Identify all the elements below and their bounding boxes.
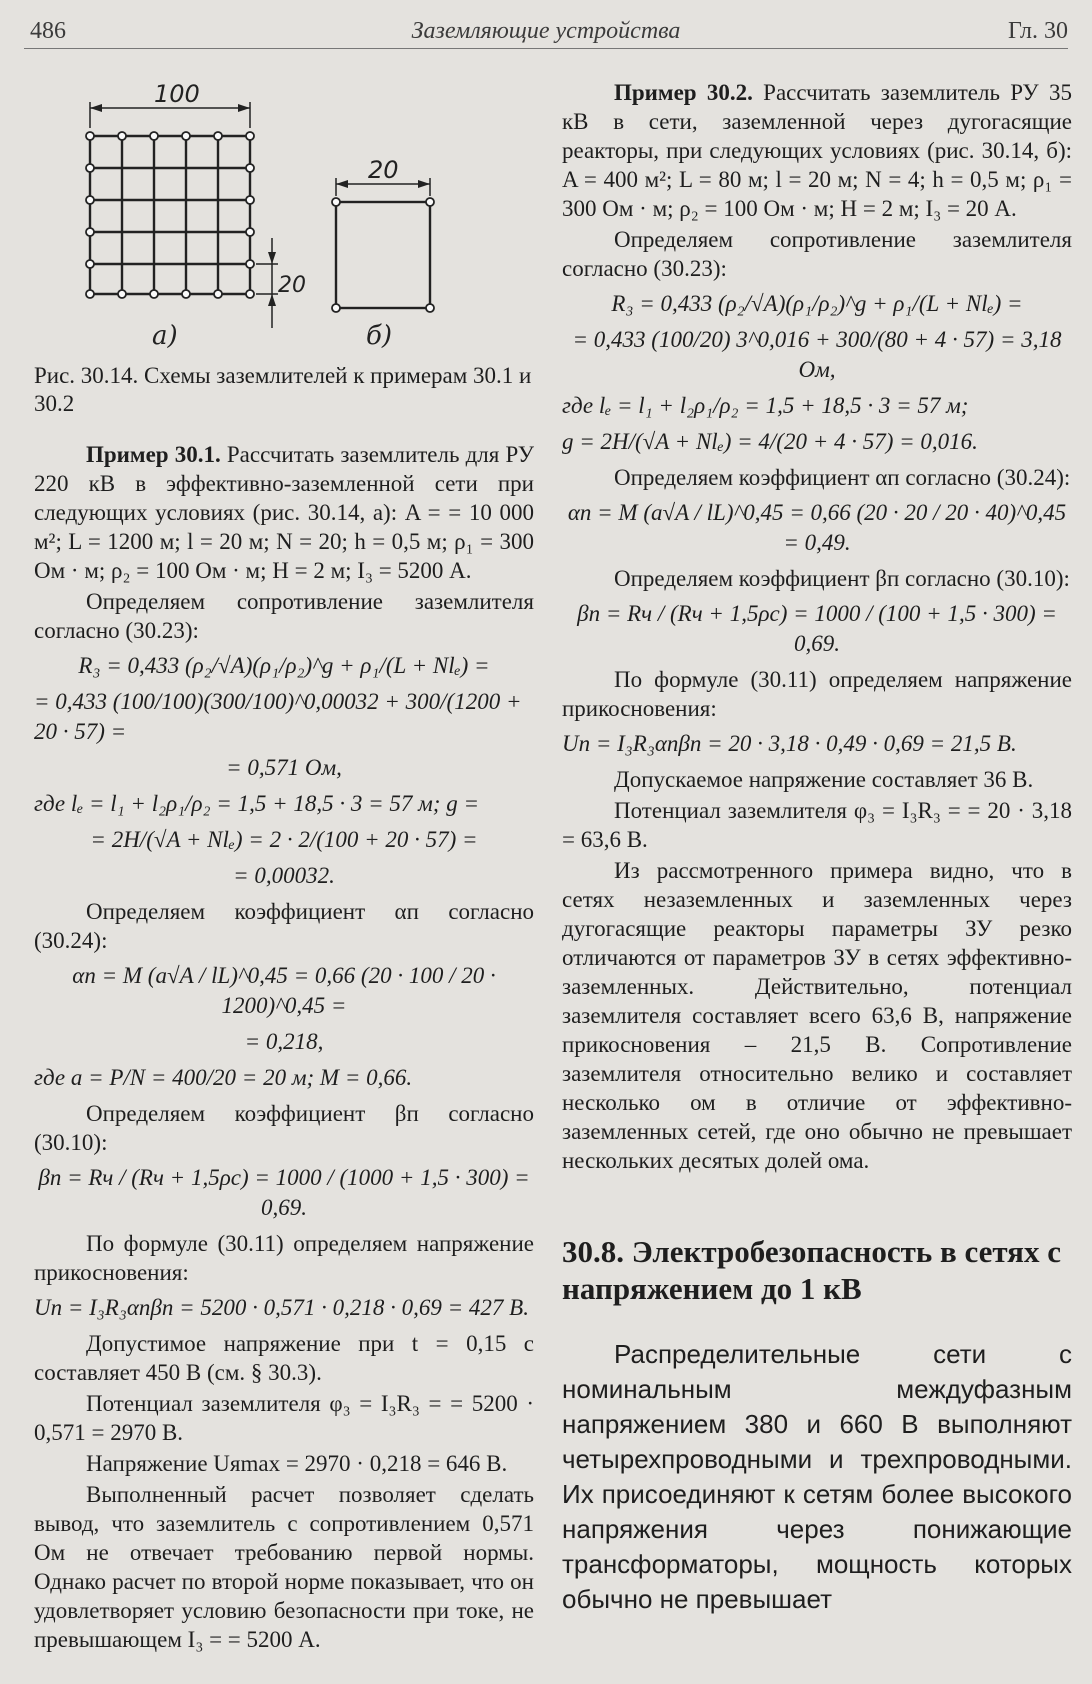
formula: = 0,218, bbox=[244, 1029, 324, 1054]
grounding-schemes-diagram bbox=[34, 58, 534, 354]
dim-20-side-label: 20 bbox=[278, 273, 306, 298]
formula: αп = M (a√A / lL)^0,45 = 0,66 (20 · 100 / 20 · 1200)^0,45 = bbox=[72, 963, 496, 1018]
formula: = 0,571 Ом, bbox=[226, 755, 342, 780]
paragraph: Из рассмотренного примера видно, что в сетях незаземленных и заземленных через дугогасящие реакторы параметры ЗУ резко отличаются от параметров ЗУ в сетях эффективно-заземленных. Действительно, потенциал заземлителя составляет всего 63,6 В, напряжение прикосновения – 21,5 В. Сопротивление заземлителя относительно велико и составляет несколько ом в отличие от эффективно-заземленных сетей, где оно обычно не превышает нескольких десятых долей ома. bbox=[562, 858, 1072, 1173]
paragraph: Определяем коэффициент βп согласно (30.10): bbox=[34, 1101, 534, 1155]
paragraph: Определяем коэффициент αп согласно (30.24): bbox=[34, 899, 534, 953]
paragraph: Напряжение Uяmax = 2970 · 0,218 = 646 В. bbox=[86, 1451, 508, 1476]
paragraph: Потенциал заземлителя φ₃ = I₃R₃ = = 20 · 3,18 = 63,6 В. bbox=[562, 798, 1072, 852]
formula: βп = Rч / (Rч + 1,5ρс) = 1000 / (1000 + 1,5 · 300) = 0,69. bbox=[38, 1165, 530, 1220]
formula: где a = P/N = 400/20 = 20 м; M = 0,66. bbox=[34, 1065, 413, 1090]
example-conditions: Рассчитать заземлитель РУ 35 кВ в сети, заземленной через дугогасящие реакторы, при следующих условиях (рис. 30.14, б): A = 400 м²; L = 80 м; l = 20 м; N = 4; h = 0,5 м; ρ₁ = 300 Ом · м; ρ₂ = 100 Ом · м; H = 2 м; I₃ = 20 А. bbox=[562, 80, 1072, 221]
figure-30-14 bbox=[34, 58, 534, 354]
paragraph: Определяем сопротивление заземлителя согласно (30.23): bbox=[562, 227, 1072, 281]
paragraph: Определяем сопротивление заземлителя согласно (30.23): bbox=[34, 589, 534, 643]
example-30-1 bbox=[34, 440, 534, 585]
section-title: 30.8. Электробезопасность в сетях с напряжением до 1 кВ bbox=[562, 1234, 1061, 1306]
dim-20-top-label: 20 bbox=[368, 156, 399, 184]
label-a: а) bbox=[152, 321, 178, 351]
paragraph: По формуле (30.11) определяем напряжение прикосновения: bbox=[34, 1231, 534, 1285]
formula: Uп = I₃R₃αпβп = 5200 · 0,571 · 0,218 · 0,69 = 427 В. bbox=[34, 1295, 529, 1320]
paragraph: Выполненный расчет позволяет сделать вывод, что заземлитель с сопротивлением 0,571 Ом не отвечает требованию первой нормы. Однако расчет по второй норме показывает, что он удовлетворяет условию безопасности при токе, не превышающем I₃ = = 5200 А. bbox=[34, 1482, 534, 1652]
label-b: б) bbox=[366, 321, 393, 351]
right-column bbox=[562, 78, 1072, 1617]
page-number: 486 bbox=[30, 18, 66, 44]
running-header bbox=[24, 14, 1068, 49]
paragraph: Определяем коэффициент βп согласно (30.10): bbox=[614, 566, 1070, 591]
example-30-2 bbox=[562, 78, 1072, 223]
paragraph: Допустимое напряжение при t = 0,15 с составляет 450 В (см. § 30.3). bbox=[34, 1331, 534, 1385]
formula: = 2H/(√A + Nlₑ) = 2 · 2/(100 + 20 · 57) = bbox=[90, 827, 478, 852]
paragraph: По формуле (30.11) определяем напряжение прикосновения: bbox=[562, 667, 1072, 721]
formula: где lₑ = l₁ + l₂ρ₁/ρ₂ = 1,5 + 18,5 · 3 = 57 м; g = bbox=[34, 791, 479, 816]
example-heading: Пример 30.2. bbox=[614, 80, 753, 105]
formula: = 0,433 (100/20) 3^0,016 + 300/(80 + 4 · 57) = 3,18 Ом, bbox=[572, 327, 1062, 382]
example-conditions: Рассчитать заземлитель для РУ 220 кВ в эффективно-заземленной сети при следующих условиях (рис. 30.14, а): A = = 10 000 м²; L = 1200 м; l = 20 м; N = 20; h = 0,5 м; ρ₁ = 300 Ом · м; ρ₂ = 100 Ом · м; H = 2 м; I₃ = 5200 А. bbox=[34, 442, 534, 583]
dim-100-label: 100 bbox=[154, 80, 200, 108]
paragraph: Потенциал заземлителя φ₃ = I₃R₃ = = 5200 · 0,571 = 2970 В. bbox=[34, 1391, 534, 1445]
formula: R₃ = 0,433 (ρ₂/√A)(ρ₁/ρ₂)^g + ρ₁/(L + Nlₑ) = bbox=[78, 653, 490, 678]
formula: где lₑ = l₁ + l₂ρ₁/ρ₂ = 1,5 + 18,5 · 3 = 57 м; bbox=[562, 393, 969, 418]
running-title: Заземляющие устройства bbox=[411, 18, 681, 44]
formula: = 0,00032. bbox=[233, 863, 335, 888]
formula: Uп = I₃R₃αпβп = 20 · 3,18 · 0,49 · 0,69 = 21,5 В. bbox=[562, 731, 1017, 756]
left-column bbox=[34, 54, 534, 1656]
formula: = 0,433 (100/100)(300/100)^0,00032 + 300/(1200 + 20 · 57) = bbox=[34, 689, 522, 744]
section-paragraph: Распределительные сети с номинальным междуфазным напряжением 380 и 660 В выполняют четырехпроводными и трехпроводными. Их присоединяют к сетям более высокого напряжения через понижающие трансформаторы, мощность которых обычно не превышает bbox=[562, 1339, 1072, 1614]
chapter-label: Гл. 30 bbox=[1007, 18, 1068, 44]
paragraph: Допускаемое напряжение составляет 36 В. bbox=[614, 767, 1034, 792]
paragraph: Определяем коэффициент αп согласно (30.24): bbox=[614, 465, 1071, 490]
formula: R₃ = 0,433 (ρ₂/√A)(ρ₁/ρ₂)^g + ρ₁/(L + Nlₑ) = bbox=[611, 291, 1023, 316]
figure-caption: Рис. 30.14. Схемы заземлителей к примерам 30.1 и 30.2 bbox=[34, 363, 532, 416]
formula: αп = M (a√A / lL)^0,45 = 0,66 (20 · 20 / 20 · 40)^0,45 = 0,49. bbox=[567, 500, 1067, 555]
formula: βп = Rч / (Rч + 1,5ρс) = 1000 / (100 + 1,5 · 300) = 0,69. bbox=[577, 601, 1057, 656]
formula: g = 2H/(√A + Nlₑ) = 4/(20 + 4 · 57) = 0,016. bbox=[562, 429, 978, 454]
example-heading: Пример 30.1. bbox=[86, 442, 221, 467]
